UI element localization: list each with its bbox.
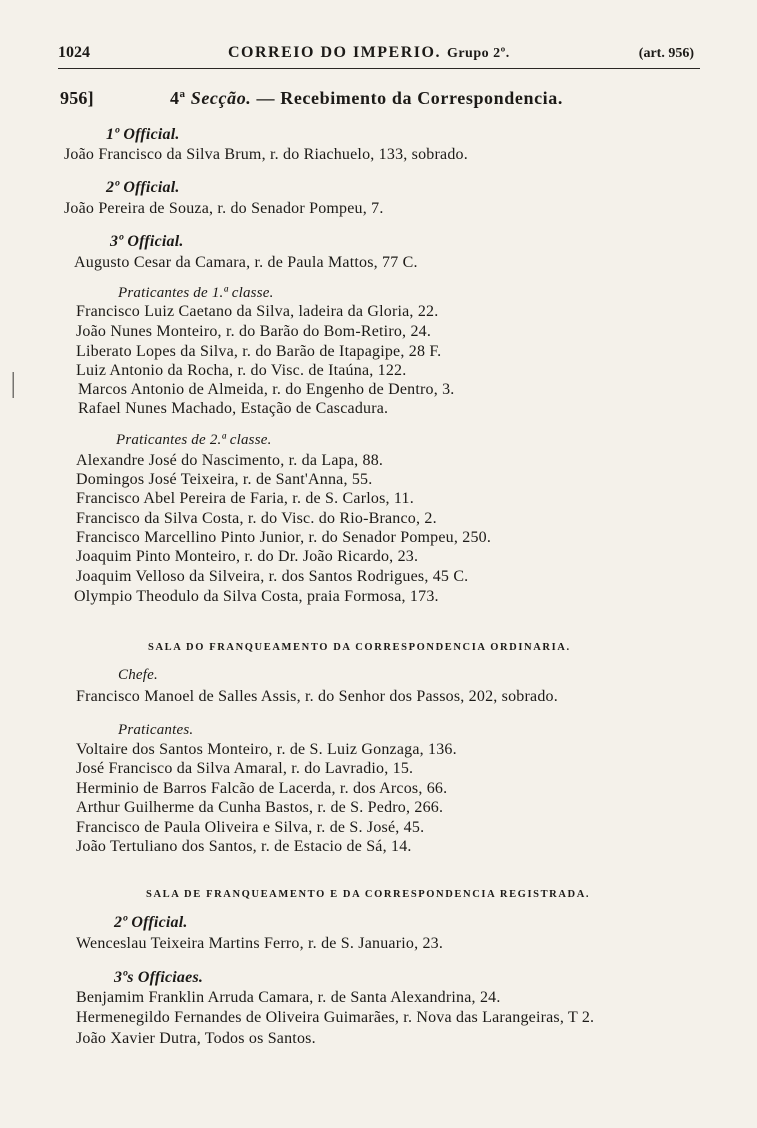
page-number: 1024: [58, 44, 90, 61]
article-ref: (art. 956): [638, 46, 694, 61]
praticante-1-item: Marcos Antonio de Almeida, r. do Engenho de Dentro, 3.: [78, 381, 455, 398]
section-title: [170, 88, 563, 109]
praticante-1-item: Liberato Lopes da Silva, r. do Barão de Itapagipe, 28 F.: [76, 343, 442, 360]
sala-ordinaria-item: Herminio de Barros Falcão de Lacerda, r. dos Arcos, 66.: [76, 780, 448, 797]
chefe-label: Chefe.: [118, 667, 158, 683]
sala-ordinaria-item: Arthur Guilherme da Cunha Bastos, r. de S. Pedro, 266.: [76, 799, 444, 816]
praticante-2-item: Olympio Theodulo da Silva Costa, praia Formosa, 173.: [74, 588, 439, 605]
praticantes-2-heading: Praticantes de 2.ª classe.: [116, 432, 272, 448]
chefe-entry: Francisco Manoel de Salles Assis, r. do Senhor dos Passos, 202, sobrado.: [76, 688, 558, 705]
official-3-entry: Augusto Cesar da Camara, r. de Paula Mattos, 77 C.: [74, 254, 418, 271]
praticante-2-item: Francisco Abel Pereira de Faria, r. de S. Carlos, 11.: [76, 490, 414, 507]
registrada-official-entry: Wenceslau Teixeira Martins Ferro, r. de S. Januario, 23.: [76, 935, 444, 952]
praticante-2-item: Domingos José Teixeira, r. de Sant'Anna, 55.: [76, 471, 373, 488]
publication-title: CORREIO DO IMPERIO.: [228, 44, 441, 61]
sala-ordinaria-heading: SALA DO FRANQUEAMENTO DA CORRESPONDENCIA ORDINARIA.: [148, 642, 571, 653]
praticante-1-item: Rafael Nunes Machado, Estação de Cascadura.: [78, 400, 389, 417]
praticante-1-item: Luiz Antonio da Rocha, r. do Visc. de Itaúna, 122.: [76, 362, 407, 379]
registrada-official-label: 2º Official.: [114, 914, 188, 931]
registrada-item: Benjamim Franklin Arruda Camara, r. de Santa Alexandrina, 24.: [76, 989, 501, 1006]
praticante-2-item: Francisco Marcellino Pinto Junior, r. do Senador Pompeu, 250.: [76, 529, 492, 546]
sala-ordinaria-item: Voltaire dos Santos Monteiro, r. de S. Luiz Gonzaga, 136.: [76, 741, 457, 758]
official-2-role: 2º Official.: [106, 179, 180, 196]
official-1-entry: João Francisco da Silva Brum, r. do Riachuelo, 133, sobrado.: [64, 146, 468, 163]
praticantes-1-heading: Praticantes de 1.ª classe.: [118, 285, 274, 301]
registrada-officiaes-label: 3ºs Officiaes.: [114, 969, 204, 986]
running-title: [228, 44, 510, 62]
section-prefix: 4ª: [170, 88, 186, 108]
praticante-2-item: Francisco da Silva Costa, r. do Visc. do Rio-Branco, 2.: [76, 510, 437, 527]
sala-registrada-heading: SALA DE FRANQUEAMENTO E DA CORRESPONDENCIA REGISTRADA.: [146, 889, 591, 900]
praticante-2-item: Joaquim Velloso da Silveira, r. dos Santos Rodrigues, 45 C.: [76, 568, 469, 585]
praticante-1-item: João Nunes Monteiro, r. do Barão do Bom-Retiro, 24.: [76, 323, 432, 340]
praticante-2-item: Joaquim Pinto Monteiro, r. do Dr. João Ricardo, 23.: [76, 548, 419, 565]
praticante-2-item: Alexandre José do Nascimento, r. da Lapa, 88.: [76, 452, 384, 469]
official-1-role: 1º Official.: [106, 126, 180, 143]
sala-ordinaria-item: Francisco de Paula Oliveira e Silva, r. de S. José, 45.: [76, 819, 425, 836]
sala-ordinaria-item: José Francisco da Silva Amaral, r. do Lavradio, 15.: [76, 760, 414, 777]
praticante-1-item: Francisco Luiz Caetano da Silva, ladeira da Gloria, 22.: [76, 303, 439, 320]
registrada-item: Hermenegildo Fernandes de Oliveira Guimarães, r. Nova das Larangeiras, T 2.: [76, 1009, 595, 1026]
official-2-entry: João Pereira de Souza, r. do Senador Pompeu, 7.: [64, 200, 384, 217]
group-label: Grupo 2º.: [446, 46, 510, 61]
section-label: Secção.: [190, 88, 252, 108]
section-heading: — Recebimento da Correspondencia.: [256, 88, 563, 108]
praticantes-label: Praticantes.: [118, 722, 194, 738]
registrada-item: João Xavier Dutra, Todos os Santos.: [76, 1030, 316, 1047]
page-header: [58, 44, 700, 69]
margin-mark: |: [11, 368, 15, 399]
sala-ordinaria-item: João Tertuliano dos Santos, r. de Estacio de Sá, 14.: [76, 838, 412, 855]
section-number: 956]: [60, 88, 94, 108]
official-3-role: 3º Official.: [110, 233, 184, 250]
